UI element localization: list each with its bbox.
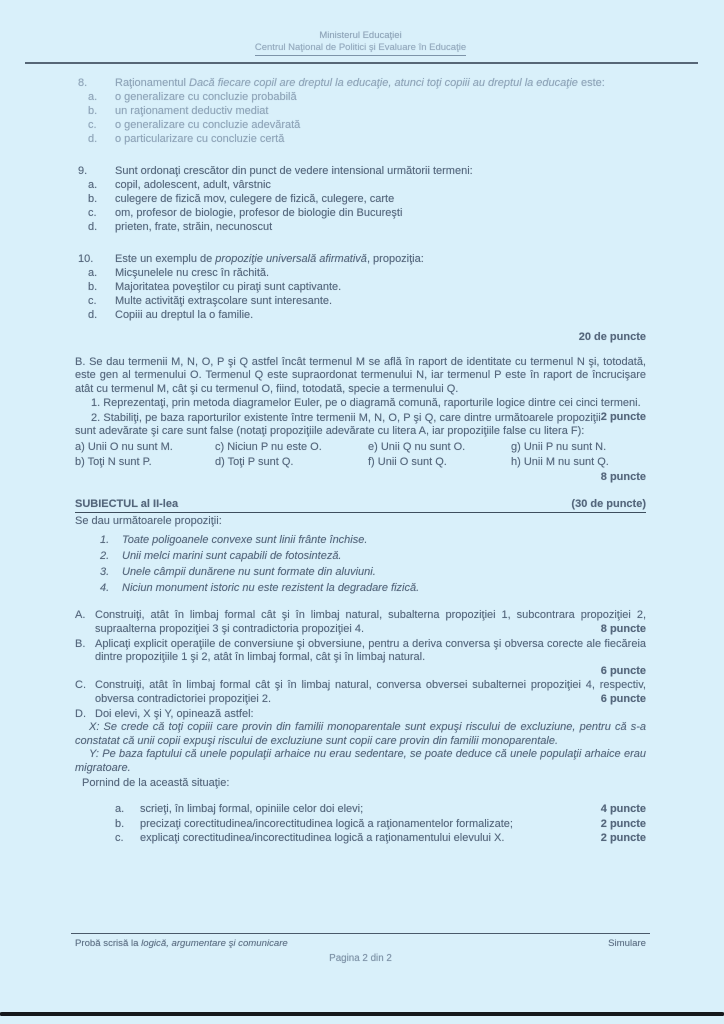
part-a-total-points: 20 de puncte (578, 330, 646, 343)
statement-f: f) Unii O sunt Q. (368, 455, 447, 468)
question-9 (75, 165, 646, 235)
proposition-4: 4. Niciun monument istoric nu este rezistent la degradare fizică. (100, 581, 420, 594)
question-8 (75, 77, 646, 147)
question-10 (75, 253, 646, 323)
subtask-c: c. explicaţi corectitudinea/incorectitudinea logică a raţionamentului elevului X. 2 puncte (115, 832, 646, 845)
subtask-a: a. scrieţi, în limbaj formal, opiniile celor doi elevi; 4 puncte (115, 803, 646, 816)
question-8-option-c: c. o generalizare cu concluzie adevărată (88, 119, 301, 132)
question-8-option-b: b. un raţionament deductiv mediat (88, 105, 269, 118)
footer-session: Simulare (608, 937, 646, 949)
statement-h: h) Unii M nu sunt Q. (511, 455, 609, 468)
footer-exam-name: Probă scrisă la logică, argumentare şi comunicare (75, 937, 288, 949)
question-10-option-d: d. Copiii au dreptul la o familie. (88, 309, 254, 322)
subject-2-points: (30 de puncte) (571, 497, 646, 510)
statement-b: b) Toţi N sunt P. (75, 455, 152, 468)
question-10-option-c: c. Multe activităţi extraşcolare sunt interesante. (88, 295, 333, 308)
task-c-points: 6 puncte (600, 692, 646, 705)
question-10-number: 10. (78, 252, 94, 265)
proposition-1: 1. Toate poligoanele convexe sunt linii frânte închise. (100, 533, 368, 546)
task-1-points: 2 puncte (600, 410, 646, 423)
task-b-points: 6 puncte (600, 664, 646, 677)
question-8-text: Raţionamentul Dacă fiecare copil are dreptul la educaţie, atunci toţi copiii au dreptul la educaţie este: (115, 77, 605, 89)
footer-page-number: Pagina 2 din 2 (329, 953, 392, 965)
proposition-3: 3. Unele câmpii dunărene nu sunt formate din aluviuni. (100, 565, 376, 578)
subject-2-title: SUBIECTUL al II-lea (75, 497, 179, 510)
subtask-c-points: 2 puncte (600, 832, 646, 845)
scan-edge-line (0, 1012, 724, 1016)
subject-2-intro: Se dau următoarele propoziţii: (75, 515, 222, 528)
subject-2-subtasks (75, 802, 646, 846)
section-b-intro: B. Se dau termenii M, N, O, P şi Q astfel încât termenul M se află în raport de identitate cu termenul N şi, totodată, este gen al termenului O. Termenul Q este supraordonat termenului N, iar termenul P este în raport de încrucişare atât cu termenul M, cât şi cu termenul O, fiind, totodată, specie a termenului Q. (75, 355, 646, 395)
question-10-option-a: a. Micşunelele nu cresc în răchită. (88, 267, 270, 280)
statement-e: e) Unii Q nu sunt O. (368, 441, 466, 454)
section-b-statements (75, 441, 646, 469)
page-footer (75, 933, 646, 966)
question-8-number: 8. (78, 77, 88, 89)
task-a: A. Construiţi, atât în limbaj formal cât şi în limbaj natural, subalterna propoziţiei 1, subcontrara propoziţiei 2, supraalterna propoziţiei 3 şi contradictoria propoziţiei 4. 8 puncte (75, 609, 646, 635)
statement-d: d) Toţi P sunt Q. (215, 455, 294, 468)
section-b-task-2: 2. Stabiliţi, pe baza raporturilor existente între termenii M, N, O, P şi Q, care dintre următoarele propoziţii sunt adevărate şi care sunt false (notaţi propoziţiile adevărate cu litera A, iar propoziţiile false cu litera F): (75, 411, 601, 438)
section-b-points: 8 puncte (600, 471, 646, 484)
situation-lead: Pornind de la această situaţie: (82, 776, 230, 789)
section-b-task-1: 1. Reprezentaţi, prin metoda diagramelor Euler, pe o diagramă comună, raporturile logice dintre cei cinci termeni. 2 puncte (91, 397, 646, 423)
statement-a: a) Unii O nu sunt M. (75, 441, 173, 454)
question-8-option-d: d. o particularizare cu concluzie certă (88, 133, 285, 146)
task-b: B. Aplicaţi explicit operaţiile de conversiune şi obversiune, pentru a deriva conversa şi obversa corecte ale fiecăreia dintre propoziţiile 1 şi 2, atât în limbaj formal, cât şi în limbaj natural. (75, 637, 646, 664)
question-10-text: Este un exemplu de propoziţie universală afirmativă, propoziţia: (115, 252, 424, 265)
subject-2-heading (75, 498, 646, 514)
question-9-option-b: b. culegere de fizică mov, culegere de fizică, culegere, carte (88, 193, 395, 206)
subtask-a-points: 4 puncte (600, 803, 646, 816)
document-header (75, 30, 646, 56)
question-9-option-c: c. om, profesor de biologie, profesor de biologie din Bucureşti (88, 207, 403, 220)
question-9-option-d: d. prieten, frate, străin, necunoscut (88, 221, 273, 234)
statement-g: g) Unii P nu sunt N. (511, 441, 607, 454)
question-9-text: Sunt ordonaţi crescător din punct de vedere intensional următorii termeni: (115, 164, 473, 177)
proposition-2: 2. Unii melci marini sunt capabili de fotosinteză. (100, 549, 342, 562)
section-b (75, 356, 646, 485)
opinion-y: Y: Pe baza faptului că unele populaţii arhaice nu erau sedentare, se poate deduce că unele populaţii arhaice erau migratoare. (75, 748, 646, 774)
question-9-number: 9. (78, 164, 88, 177)
header-ministry: Ministerul Educaţiei (319, 30, 402, 41)
subject-2-tasks (75, 608, 646, 790)
subtask-b-points: 2 puncte (600, 817, 646, 830)
question-10-option-b: b. Majoritatea poveştilor cu piraţi sunt captivante. (88, 281, 342, 294)
task-c: C. Construiţi, atât în limbaj formal cât şi în limbaj natural, conversa obversei subalternei propoziţiei 4, respectiv, obversa contradictoriei propoziţiei 2. 6 puncte (75, 679, 646, 705)
subtask-b: b. precizaţi corectitudinea/incorectitudinea logică a raţionamentelor formalizate; 2 puncte (115, 817, 646, 830)
header-institution: Centrul Naţional de Politici şi Evaluare în Educaţie (255, 42, 466, 56)
question-8-option-a: a. o generalizare cu concluzie probabilă (88, 91, 297, 104)
task-d: D. Doi elevi, X şi Y, opinează astfel: (75, 707, 254, 720)
statement-c: c) Niciun P nu este O. (215, 441, 322, 454)
opinion-x: X: Se crede că toţi copiii care provin din familii monoparentale sunt expuşi riscului de excluziune, pentru că s-a constatat că unii copii expuşi riscului de excluziune sunt copii care provin din familii monoparentale. (75, 721, 646, 747)
header-rule (25, 62, 698, 64)
question-9-option-a: a. copil, adolescent, adult, vârstnic (88, 179, 271, 192)
task-a-points: 8 puncte (600, 623, 646, 635)
subject-2-propositions (75, 531, 646, 595)
